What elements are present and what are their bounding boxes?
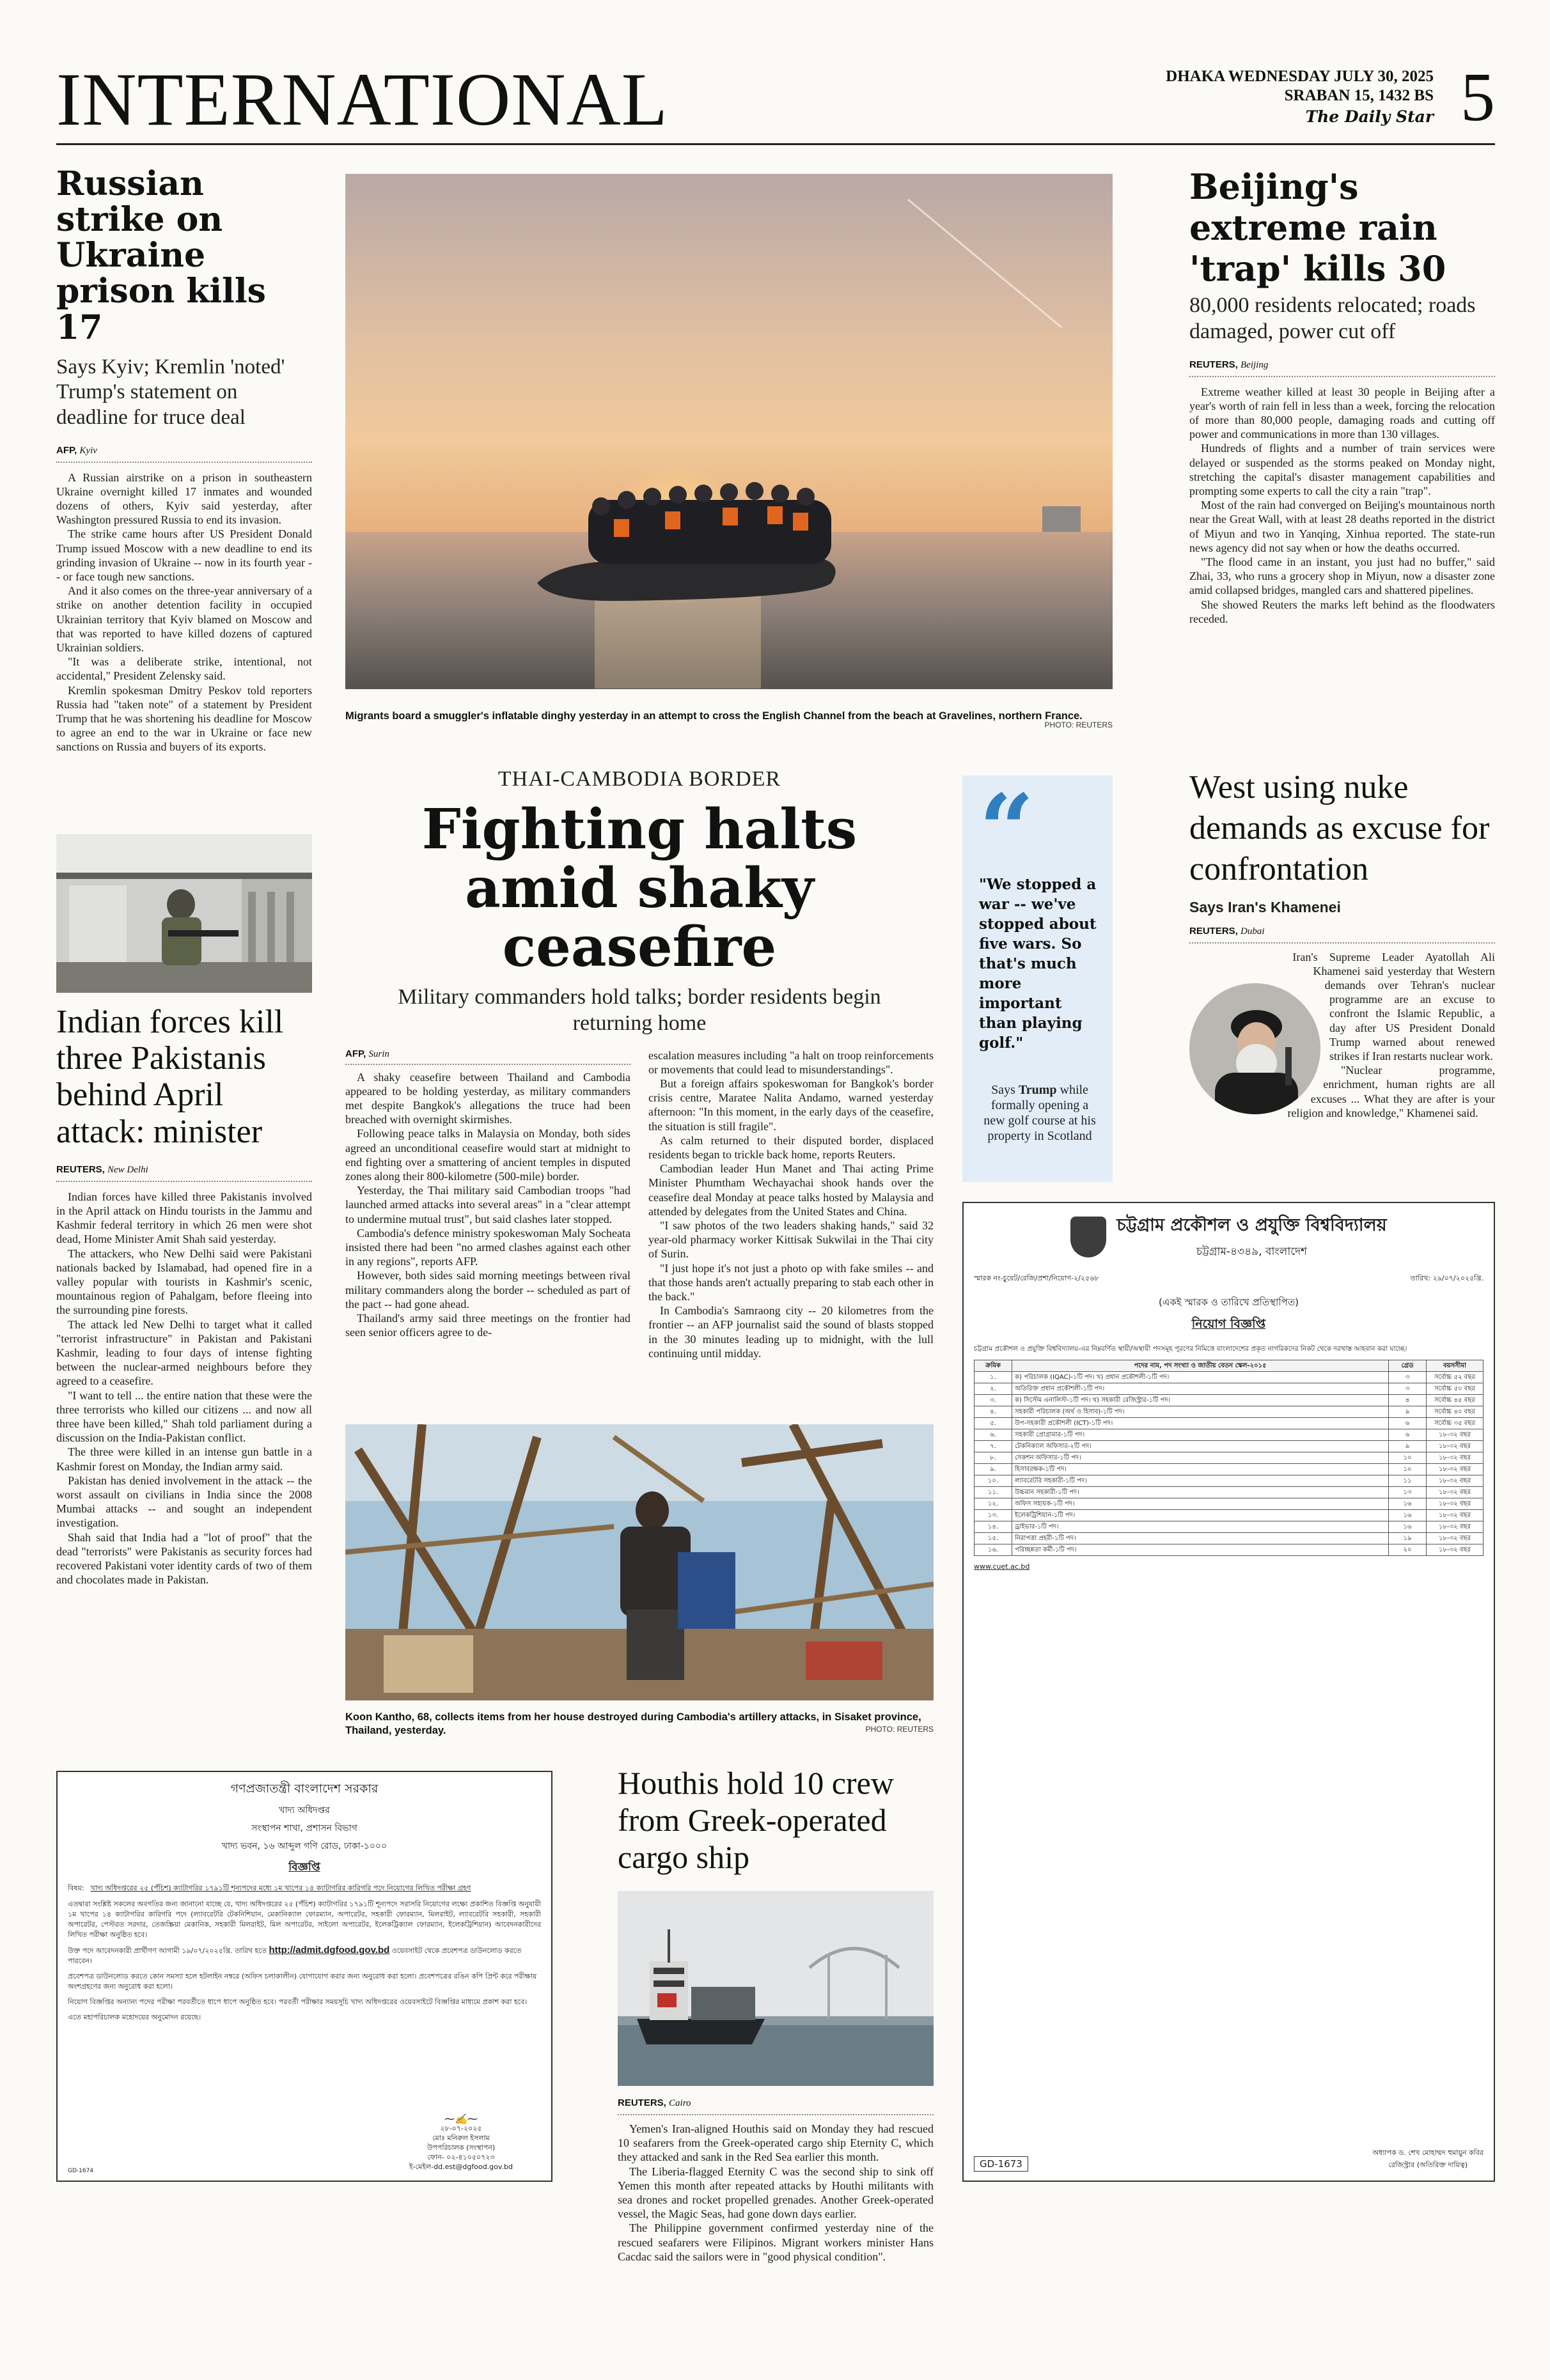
table-cell: ৩. [975,1395,1012,1406]
cuet-signatory-title: রেজিস্ট্রার (অতিরিক্ত দায়িত্ব) [1388,2161,1468,2169]
cuet-intro: চট্টগ্রাম প্রকৌশল ও প্রযুক্তি বিশ্ববিদ্যালয়-এর নিম্নবর্ণিত স্থায়ী/অস্থায়ী পদসমূহ পূরণের নিমিত্তে বাংলাদেশের প্রকৃত নাগরিকদের নিকট থেকে দরখাস্ত আহবান করা যাচ্ছে। [974,1345,1407,1353]
paragraph: Indian forces have killed three Pakistanis involved in the April attack on Hindu tourists in the Jammu and Kashmir federal territory in which 26 men were shot dead, Home Minister Amit Shah said yesterday. [56,1190,312,1246]
thai-byline [345,1048,630,1065]
paragraph: "I just hope it's not just a photo op with fake smiles -- and that those hands aren't actually preparing to stab each other in the back." [648,1261,934,1303]
table-cell: ৮. [975,1452,1012,1464]
table-cell: ৪. [975,1406,1012,1418]
paragraph: The three were killed in an intense gun battle in a Kashmir forest on Monday, the Indian army said. [56,1445,312,1473]
table-row [975,1464,1483,1475]
table-row [975,1452,1483,1464]
table-cell: ৩ [1389,1372,1427,1383]
table-cell: ১৬ [1389,1521,1427,1533]
food-email[interactable]: ই-মেইল-dd.est@dgfood.gov.bd [409,2163,513,2171]
paragraph: Cambodia's defence ministry spokeswoman Maly Socheata insisted there had been "no armed clashes against each other in any regions", reports AFP. [345,1226,630,1268]
migrants-photo [345,174,1113,689]
table-cell: ক) সিস্টেম এনালিস্ট-১টি পদ। খ) সহকারী রেজিস্ট্রার-১টি পদ। [1012,1395,1389,1406]
table-header: ক্রমিক [975,1360,1012,1372]
food-phone: ফোন- ০২-৪১০৫০৭২৩ [427,2153,495,2161]
table-cell: সর্বোচ্চ ৪০ বছর [1427,1406,1483,1418]
table-row [975,1429,1483,1441]
thai-damaged-house-photo [345,1424,934,1700]
food-url-line: উক্ত পদে আবেদনকারী প্রার্থীগণ আগামী ১৯/০৭/২০২৫খ্রি. তারিখ হতে [68,1947,267,1955]
cuet-memo-date: তারিখ: ২৯/০৭/২০২৫খ্রি. [1410,1274,1483,1282]
paragraph: Cambodian leader Hun Manet and Thai acting Prime Minister Phumtham Wechayachai shook hands over the ceasefire deal Monday at peace talks hosted by Malaysia and attended by delegates from the United States and China. [648,1162,934,1218]
table-header: গ্রেড [1389,1360,1427,1372]
cuet-notice: নিয়োগ বিজ্ঞপ্তি [1191,1317,1266,1331]
table-row [975,1544,1483,1556]
trump-quote-box [962,775,1113,1182]
russia-headline: Russian strike on Ukraine prison kills 17 [56,164,266,347]
masthead-rule [56,143,1495,145]
food-department-ad [56,1771,552,2182]
table-row [975,1383,1483,1395]
table-cell: ১২. [975,1498,1012,1510]
food-paragraph-3: নিয়োগ বিজ্ঞপ্তির অন্যান্য পদের পরীক্ষা পরবর্তীতে ধাপে ধাপে অনুষ্ঠিত হবে। পরবর্তী পরীক্ষার সময়সূচি খাদ্য অধিদপ্তরের ওয়েবসাইটে বিজ্ঞপ্তির মাধ্যমে প্রকাশ করা হবে। [68,1998,528,2006]
table-cell: সর্বোচ্চ ৫০ বছর [1427,1383,1483,1395]
food-url[interactable]: http://admit.dgfood.gov.bd [269,1945,390,1956]
food-url-tail: ওয়েবসাইট থেকে প্রবেশপত্র ডাউনলোড করতে পারবেন। [68,1947,522,1965]
thai-headline: Fighting halts amid shaky ceasefire [421,797,857,979]
table-cell: সহকারী প্রোগ্রামার-১টি পদ। [1012,1429,1389,1441]
table-cell: ৯. [975,1464,1012,1475]
table-cell: ১০. [975,1475,1012,1487]
quote-text: "We stopped a war -- we've stopped about five wars. So that's much more important than playing golf." [979,876,1097,1052]
beijing-deck: 80,000 residents relocated; roads damaged, power cut off [1189,293,1476,343]
table-header: বয়সসীমা [1427,1360,1483,1372]
byline-place: Kyiv [79,445,97,456]
food-title: গণপ্রজাতন্ত্রী বাংলাদেশ সরকার [230,1782,379,1796]
paragraph: The attack led New Delhi to target what it called "terrorist infrastructure" in Pakistan and Pakistani Kashmir, leading to four days of intense fighting between the nuclear-armed neighbours before they agreed to a ceasefire. [56,1318,312,1388]
table-cell: ১৬. [975,1544,1012,1556]
thai-article [345,767,934,1360]
table-cell: ১৮-৩২ বছর [1427,1521,1483,1533]
cuet-website[interactable]: www.cuet.ac.bd [974,1562,1030,1571]
paragraph: Hundreds of flights and a number of train services were delayed or suspended as the storms peaked on Monday night, stretching the capital's disaster management capabilities and prompting some experts to call the city a rain "trap". [1189,442,1495,498]
photo-credit: PHOTO: REUTERS [865,1725,934,1734]
paragraph: In Cambodia's Samraong city -- 20 kilometres from the frontier -- an AFP journalist said the sound of blasts stopped in the 30 minutes leading up to midnight, with the lull continuing until midday. [648,1304,934,1360]
table-cell: ১৮-৩২ বছর [1427,1475,1483,1487]
table-cell: ৬ [1389,1429,1427,1441]
table-cell: ১৫. [975,1533,1012,1544]
food-sign-date: ২৮-০৭-২০২৫ [440,2124,482,2133]
paragraph: Following peace talks in Malaysia on Monday, both sides agreed an unconditional ceasefire would start at midnight to end fighting over a smattering of ancient temples in disputed zones along their 800-kilometre (500-mile) border. [345,1127,630,1183]
paragraph: "I want to tell ... the entire nation that these were the three terrorists who killed our citizens ... and now all three have been killed," Shah told parliament during a discussion on the India-Pakistan conflict. [56,1388,312,1445]
table-cell: সর্বোচ্চ ৪৫ বছর [1427,1395,1483,1406]
cuet-address: চট্টগ্রাম-৪৩৪৯, বাংলাদেশ [1196,1245,1308,1258]
byline-org: AFP, [345,1048,366,1059]
table-cell: অফিস সহায়ক-১টি পদ। [1012,1498,1389,1510]
food-code: GD-1674 [68,2168,94,2174]
table-cell: সহকারী পরিচালক (অর্থ ও হিসাব)-১টি পদ। [1012,1406,1389,1418]
india-headline: Indian forces kill three Pakistanis behind April attack: minister [56,1004,284,1150]
table-row [975,1533,1483,1544]
table-cell: ইলেকট্রিশিয়ান-১টি পদ। [1012,1510,1389,1521]
byline-place: Cairo [669,2098,691,2108]
beijing-byline [1189,359,1495,377]
byline-org: REUTERS, [56,1163,105,1175]
attribution-name: Trump [1018,1083,1057,1097]
table-cell: ১৮-৩২ বছর [1427,1544,1483,1556]
houthis-article [618,1764,934,2264]
paragraph: Shah said that India had a "lot of proof" that the dead "terrorists" were Pakistanis as security forces had recovered Pakistani voter identity cards of two of them and chocolates made in Pakistan. [56,1530,312,1587]
cuet-memo: স্মারক নং-চুয়েট/রেজি/প্রশা/নিয়োগ-২/২৫৬৮ [974,1274,1099,1282]
table-cell: ১৩. [975,1510,1012,1521]
paragraph: Extreme weather killed at least 30 people in Beijing after a year's worth of rain fell in less than a week, forcing the relocation of more than 80,000 people, damaging roads and cutting off power and communications in more than 130 villages. [1189,385,1495,441]
table-cell: টেকনিক্যাল অফিসার-২টি পদ। [1012,1441,1389,1452]
attribution-pre: Says [991,1083,1019,1097]
dateline: DHAKA WEDNESDAY JULY 30, 2025 [1166,68,1434,85]
food-ministry: খাদ্য অধিদপ্তর [279,1805,330,1816]
paragraph: The attackers, who New Delhi said were Pakistani nationals backed by Islamabad, had opened fire in a valley popular with tourists in Kashmir's scenic, mountainous region of Pahalgam, before fleeing into the surrounding pine forests. [56,1247,312,1317]
table-cell: সেকশন অফিসার-১টি পদ। [1012,1452,1389,1464]
table-cell: ১০ [1389,1452,1427,1464]
table-cell: ১৮-৩২ বছর [1427,1464,1483,1475]
table-cell: ৬ [1389,1418,1427,1429]
cuet-subtitle: (একই স্মারক ও তারিখে প্রতিস্থাপিত) [1159,1296,1299,1308]
india-body [56,1190,312,1587]
table-cell: ১৮-৩২ বছর [1427,1429,1483,1441]
byline-place: Surin [368,1048,389,1059]
iran-article [1189,767,1495,1120]
table-cell: ১৮-৩২ বছর [1427,1510,1483,1521]
cuet-signatory: অধ্যাপক ড. শেখ মোহাম্মদ হুমায়ুন কবির [1372,2149,1483,2157]
paragraph: Most of the rain had converged on Beijing's mountainous north near the Great Wall, with at least 28 deaths reported in the district of Miyun and two in Yanqing, Xinhua reported. The state-run news agency did not say when or how the deaths occurred. [1189,499,1495,554]
paragraph: And it also comes on the three-year anniversary of a strike on another detention facility in occupied Ukrainian territory that Kyiv blamed on Moscow and that was reported to have killed dozens of captured Ukrainian soldiers. [56,584,312,654]
table-cell: ১. [975,1372,1012,1383]
paragraph: "It was a deliberate strike, intentional, not accidental," President Zelensky said. [56,655,312,683]
thai-kicker: THAI-CAMBODIA BORDER [497,767,781,791]
houthis-body [618,2122,934,2264]
thai-body-col2 [648,1048,934,1360]
table-cell: সর্বোচ্চ ৫২ বছর [1427,1372,1483,1383]
cuet-job-ad [962,1202,1495,2182]
table-row [975,1395,1483,1406]
paragraph: "Nuclear programme, enrichment, human rights are all excuses ... What they are after is your religion and knowledge," Khamenei said. [1287,1064,1495,1119]
food-paragraph-2: প্রবেশপত্র ডাউনলোড করতে কোন সমস্যা হলে হটলাইন নম্বরে (অফিস চলাকালীন) যোগাযোগ করার জন্য অনুরোধ করা হলো। প্রবেশপত্রের রঙিন কপি প্রিন্ট করে পরীক্ষায় অংশগ্রহণের জন্য অনুরোধ করা হলো। [68,1972,537,1991]
thai-caption-block [345,1711,934,1734]
byline-org: REUTERS, [1189,925,1238,937]
paper-logo: The Daily Star [1305,107,1434,126]
table-cell: ৩ [1389,1383,1427,1395]
iran-byline [1189,926,1495,944]
beijing-headline: Beijing's extreme rain 'trap' kills 30 [1189,166,1446,289]
table-cell: ১৩ [1389,1487,1427,1498]
paragraph: Yemen's Iran-aligned Houthis said on Monday they had rescued 10 seafarers from the Greek-operated cargo ship Eternity C, which they attacked and sank in the Red Sea earlier this month. [618,2122,934,2164]
food-paragraph-4: এতে মহাপরিচালক মহোদয়ের অনুমোদন রয়েছে। [68,2013,201,2021]
table-cell: ৯ [1389,1406,1427,1418]
thai-caption: Koon Kantho, 68, collects items from her house destroyed during Cambodia's artillery attacks, in Sisaket province, Thailand, yesterday. [345,1711,921,1736]
table-cell: ১৮-৩২ বছর [1427,1533,1483,1544]
table-cell: ১৮-৩২ বছর [1427,1498,1483,1510]
migrants-caption-block [345,710,1113,729]
beijing-article [1189,166,1495,626]
byline-org: AFP, [56,444,77,456]
food-signatory: মোঃ মনিরুল ইসলাম [432,2134,490,2142]
india-soldier-photo [56,834,312,993]
paragraph: However, both sides said morning meetings between rival military commanders along the border -- scheduled as part of the pact -- had gone ahead. [345,1269,630,1311]
masthead [56,58,1495,141]
table-row [975,1487,1483,1498]
attribution-post: while formally opening a new golf course at his property in Scotland [983,1083,1096,1143]
byline-place: New Delhi [107,1164,148,1175]
cuet-title: চট্টগ্রাম প্রকৌশল ও প্রযুক্তি বিশ্ববিদ্যালয় [1116,1215,1387,1235]
food-subject-label: বিষয়: [68,1884,84,1892]
iran-deck: Says Iran's Khamenei [1189,899,1341,915]
khamenei-photo [1189,983,1320,1114]
paragraph: "The flood came in an instant, you just had no buffer," said Zhai, 33, who runs a grocery shop in Miyun, now a disaster zone amid collapsed bridges, mangled cars and shattered pipelines. [1189,556,1495,597]
quote-attribution [979,1082,1100,1144]
paragraph: Pakistan has denied involvement in the attack -- the worst assault on civilians in India since the 2008 Mumbai attacks -- and sought an independent investigation. [56,1474,312,1530]
byline-org: REUTERS, [1189,359,1238,370]
table-cell: ৯ [1389,1441,1427,1452]
table-row [975,1441,1483,1452]
beijing-body [1189,385,1495,626]
food-notice: বিজ্ঞপ্তি [288,1861,320,1874]
table-row [975,1418,1483,1429]
paragraph: The Liberia-flagged Eternity C was the second ship to sink off Yemen this month after repeated attacks by Houthi militants with sea drones and rocket propelled grenades. Another Greek-operated vessel, the Magic Seas, had gone down days earlier. [618,2165,934,2221]
table-cell: পরিচ্ছন্নতা কর্মী-১টি পদ। [1012,1544,1389,1556]
india-article [56,1004,312,1587]
paragraph: As calm returned to their disputed border, displaced residents began to trickle back home, reports Reuters. [648,1133,934,1162]
table-cell: ড্রাইভার-১টি পদ। [1012,1521,1389,1533]
cuet-positions-table [974,1360,1483,1556]
paragraph: The strike came hours after US President Donald Trump issued Moscow with a new deadline to end its grinding invasion of Ukraine -- now in its fourth year -- or face tough new sanctions. [56,527,312,583]
page-number: 5 [1460,59,1495,136]
paragraph: The Philippine government confirmed yesterday nine of the rescued seafarers were Filipinos. Migrant workers minister Hans Cacdac said the sailors were in "good physical condition". [618,2221,934,2263]
table-cell: সর্বোচ্চ ৩৫ বছর [1427,1418,1483,1429]
houthis-headline: Houthis hold 10 crew from Greek-operated cargo ship [618,1765,894,1875]
food-branch: সংস্থাপন শাখা, প্রশাসন বিভাগ [251,1823,357,1833]
paragraph: Iran's Supreme Leader Ayatollah Ali Khamenei said yesterday that Western demands over Tehran's nuclear programme are an excuse to confront the Islamic Republic, a day after US President Donald Trump warned about renewed strikes if Iran restarts nuclear work. [1292,950,1495,1063]
india-byline [56,1164,312,1182]
byline-org: REUTERS, [618,2097,666,2108]
section-title: INTERNATIONAL [56,58,668,141]
paragraph: Yesterday, the Thai military said Cambodian troops "had launched armed attacks into several areas" in a "clear attempt to undermine mutual trust", but said clashes later stopped. [345,1184,630,1225]
table-cell: হিসাবরক্ষক-১টি পদ। [1012,1464,1389,1475]
food-address: খাদ্য ভবন, ১৬ আব্দুল গণি রোড, ঢাকা-১০০০ [221,1841,388,1851]
bangla-date: SRABAN 15, 1432 BS [1284,87,1434,104]
photo-credit: PHOTO: REUTERS [1044,720,1113,729]
russia-byline [56,445,312,463]
paragraph: But a foreign affairs spokeswoman for Bangkok's border crisis centre, Maratee Nalita Andamo, warned yesterday afternoon: "In this moment, in the early days of the ceasefire, the situation is still fragile". [648,1077,934,1133]
table-row [975,1498,1483,1510]
table-cell: ১৮-৩২ বছর [1427,1441,1483,1452]
byline-place: Beijing [1241,359,1269,370]
table-row [975,1372,1483,1383]
paragraph: She showed Reuters the marks left behind as the floodwaters receded. [1189,598,1495,625]
paragraph: escalation measures including "a halt on troop reinforcements or movements that could lead to misunderstandings". [648,1048,934,1076]
quote-mark-icon: “ [979,774,1035,886]
paragraph: A shaky ceasefire between Thailand and Cambodia appeared to be holding yesterday, as military commanders met despite Bangkok's allegations the truce had been breached with overnight skirmishes. [345,1070,630,1126]
table-cell: ৬. [975,1429,1012,1441]
table-cell: ১১ [1389,1475,1427,1487]
table-cell: অতিরিক্ত প্রধান প্রকৌশলী-১টি পদ। [1012,1383,1389,1395]
cuet-logo-icon [1070,1217,1106,1257]
table-cell: ল্যাবরেটরি সহকারী-১টি পদ। [1012,1475,1389,1487]
table-header: পদের নাম, পদ সংখ্যা ও জাতীয় বেতন স্কেল-২০১৫ [1012,1360,1389,1372]
table-cell: ১১. [975,1487,1012,1498]
table-cell: উপ-সহকারী প্রকৌশলী (ICT)-১টি পদ। [1012,1418,1389,1429]
thai-body-col1 [345,1070,630,1340]
table-row [975,1521,1483,1533]
paragraph: "I saw photos of the two leaders shaking hands," said 32 year-old pharmacy worker Kittisak Sukwilai in the Thai city of Surin. [648,1219,934,1261]
table-cell: ১৮-৩২ বছর [1427,1452,1483,1464]
table-cell: ১০ [1389,1464,1427,1475]
table-cell: ৪ [1389,1395,1427,1406]
cuet-code: GD-1673 [974,2156,1028,2172]
table-cell: ১৬ [1389,1510,1427,1521]
russia-article [56,166,312,754]
table-cell: ক) পরিচালক (IQAC)-১টি পদ। খ) প্রধান প্রকৌশলী-১টি পদ। [1012,1372,1389,1383]
paragraph: Thailand's army said three meetings on the frontier had seen senior officers agree to de- [345,1312,630,1339]
table-cell: ৫. [975,1418,1012,1429]
migrants-caption: Migrants board a smuggler's inflatable dinghy yesterday in an attempt to cross the English Channel from the beach at Gravelines, northern France. [345,710,1083,722]
food-signatory-title: উপপরিচালক (সংস্থাপন) [427,2143,496,2152]
russia-deck: Says Kyiv; Kremlin 'noted' Trump's statement on deadline for truce deal [56,355,285,429]
food-body: এতদ্বারা সংশ্লিষ্ট সকলের অবগতির জন্য জানানো যাচ্ছে যে, খাদ্য অধিদপ্তরের ২৫ (পঁচিশ) ক্যাটাগরির ১৭৯১টি শূন্যপদে সরাসরি নিয়োগের লক্ষ্যে প্রকাশিত বিজ্ঞপ্তি অনুযায়ী ১ম খাপের ১৪ ক্যাটাগরির কারিগরি পদে (ল্যাবরেটরি টেকনিশিয়ান, মেকানিক্যাল ফোরম্যান, অপারেটর, সহকারী ফোরম্যান, মিলরাইট, ল্যাবরেটরি সহকারী, সহকারী অপারেটর, পেস্টরত সরদার, তেজস্ক্রিয়া মেকানিক, সহকারী মিলরাইট, মিল অপারেটর, সাইলো অপারেটর, ইলেকট্রিক্যাল ফোরম্যান, ইলেকট্রিশিয়ান) আবেদনকারীদের লিখিত পরীক্ষা অনুষ্ঠিত হবে। [68,1900,541,1939]
table-cell: ১৯ [1389,1533,1427,1544]
houthis-ship-photo [618,1891,934,2086]
paragraph: Kremlin spokesman Dmitry Peskov told reporters Russia had "taken note" of a statement by President Trump that he was shortening his deadline for Moscow to agree an end to the war in Ukraine or face new sanctions on Russia and buyers of its exports. [56,683,312,754]
iran-body [1189,950,1495,1120]
table-row [975,1475,1483,1487]
houthis-byline [618,2097,934,2115]
russia-body [56,471,312,754]
signature-mark: ⁓✍⁓ [444,2113,478,2125]
table-cell: ১৬ [1389,1498,1427,1510]
paragraph: A Russian airstrike on a prison in southeastern Ukraine overnight killed 17 inmates and wounded dozens of others, Kyiv said yesterday, after Washington pressured Russia to end its invasion. [56,471,312,527]
table-cell: ২. [975,1383,1012,1395]
byline-place: Dubai [1241,926,1265,937]
table-row [975,1406,1483,1418]
table-cell: ১৪. [975,1521,1012,1533]
table-cell: ১৮-৩২ বছর [1427,1487,1483,1498]
iran-headline: West using nuke demands as excuse for confrontation [1189,769,1490,887]
thai-deck: Military commanders hold talks; border residents begin returning home [398,985,881,1035]
table-row [975,1510,1483,1521]
table-cell: নিরাপত্তা প্রহরী-১টি পদ। [1012,1533,1389,1544]
table-cell: ২০ [1389,1544,1427,1556]
food-subject: খাদ্য অধিদপ্তরের ২৫ (পঁচিশ) ক্যাটাগরির ১৭৯১টি শূন্যপদের মধ্যে ১ম খাপের ১৪ ক্যাটাগরির কারিগরি পদে নিয়োগের লিখিত পরীক্ষা গ্রহণ [90,1884,471,1892]
table-cell: ৭. [975,1441,1012,1452]
table-cell: উচ্চমান সহকারী-১টি পদ। [1012,1487,1389,1498]
